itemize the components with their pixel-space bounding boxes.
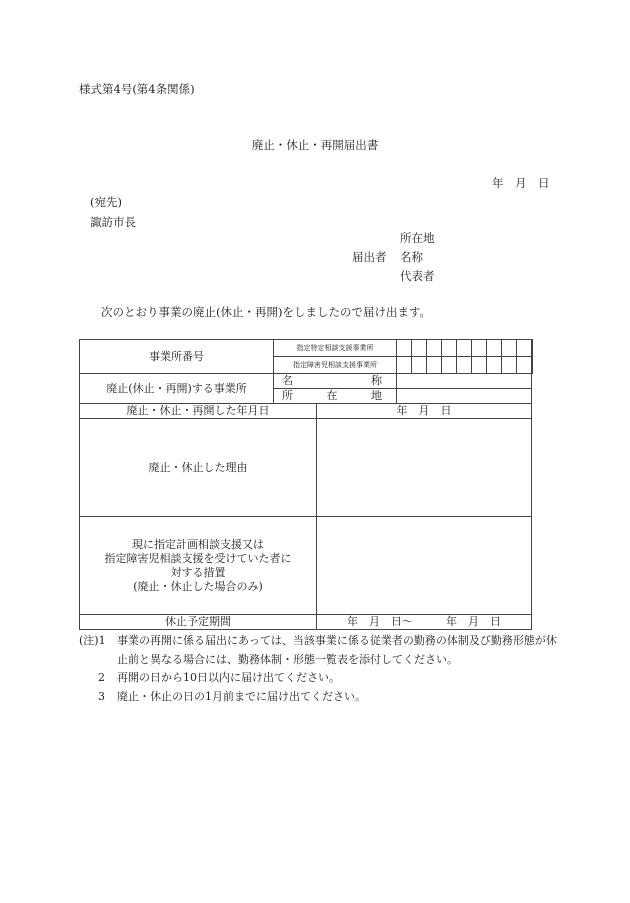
office-number-box[interactable] (532, 357, 533, 374)
office-number-box[interactable] (532, 340, 533, 357)
office-number-box[interactable] (487, 357, 502, 374)
office-number-box[interactable] (412, 340, 427, 357)
measures-line: 対する措置 (170, 565, 226, 579)
note-text: 廃止・休止の日の1月前までに届け出てください。 (117, 689, 366, 703)
notifier-representative-label: 代表者 (400, 269, 435, 283)
office-number-box[interactable] (502, 340, 517, 357)
note-item (79, 632, 567, 669)
change-date-label: 廃止・休止・再開した年月日 (80, 404, 317, 419)
location-char: 所 (282, 389, 293, 402)
notification-table (79, 339, 533, 630)
office-location-label (274, 389, 397, 404)
office-number-label: 事業所番号 (80, 340, 274, 374)
office-number-box[interactable] (397, 340, 412, 357)
notifier-label: 届出者 (352, 250, 387, 264)
office-label: 廃止(休止・再開)する事業所 (80, 374, 274, 404)
submission-date: 年 月 日 (492, 176, 550, 190)
notifier-name-label: 名称 (400, 250, 423, 264)
note-mark: (注)1 (79, 634, 106, 647)
suspension-period-label: 休止予定期間 (80, 615, 317, 630)
measures-line: (廃止・休止した場合のみ) (133, 579, 263, 593)
office-type-specified-consultation: 指定特定相談支援事業所 (274, 340, 397, 357)
office-number-box[interactable] (442, 357, 457, 374)
name-char: 名 (282, 374, 293, 387)
location-char: 地 (371, 389, 382, 402)
office-number-box[interactable] (517, 357, 532, 374)
office-number-box[interactable] (472, 340, 487, 357)
office-location-field[interactable] (397, 389, 532, 404)
note-text: 再開の日から10日以内に届け出てください。 (117, 671, 340, 684)
addressee-label: (宛先) (90, 195, 122, 209)
office-number-box[interactable] (442, 340, 457, 357)
document-title: 廃止・休止・再開届出書 (251, 138, 379, 152)
suspension-period-field[interactable]: 年 月 日～ 年 月 日 (317, 615, 532, 630)
reason-label: 廃止・休止した理由 (80, 419, 317, 517)
office-number-box[interactable] (427, 340, 442, 357)
office-number-box[interactable] (457, 357, 472, 374)
office-number-box[interactable] (397, 357, 412, 374)
office-number-box[interactable] (517, 340, 532, 357)
note-text: 事業の再開に係る届出にあっては、当該事業に係る従業者の勤務の体制及び勤務形態が休止前と異なる場合には、勤務体制・形態一覧表を添付してください。 (117, 634, 557, 666)
note-item (79, 688, 567, 707)
office-name-field[interactable] (397, 374, 532, 389)
measures-line: 現に指定計画相談支援又は (132, 537, 264, 551)
notifier-location-label: 所在地 (400, 231, 435, 245)
measures-line: 指定障害児相談支援を受けていた者に (104, 551, 292, 565)
measures-field[interactable] (317, 517, 532, 615)
measures-label (80, 517, 317, 615)
notes-section (79, 632, 567, 706)
intro-text: 次のとおり事業の廃止(休止・再開)をしましたので届け出ます。 (101, 305, 432, 319)
note-mark: 2 (98, 671, 105, 684)
note-item (79, 669, 567, 688)
office-number-box[interactable] (457, 340, 472, 357)
office-number-box[interactable] (487, 340, 502, 357)
change-date-field[interactable]: 年 月 日 (317, 404, 532, 419)
name-char: 称 (371, 374, 382, 387)
office-name-label (274, 374, 397, 389)
office-number-box[interactable] (412, 357, 427, 374)
form-number: 様式第4号(第4条関係) (79, 82, 195, 96)
office-number-box[interactable] (472, 357, 487, 374)
office-number-box[interactable] (502, 357, 517, 374)
office-number-box[interactable] (427, 357, 442, 374)
reason-field[interactable] (317, 419, 532, 517)
addressee-name: 諏訪市長 (90, 215, 136, 229)
note-mark: 3 (98, 689, 105, 703)
office-type-child-consultation: 指定障害児相談支援事業所 (274, 357, 397, 374)
location-char: 在 (326, 389, 338, 402)
